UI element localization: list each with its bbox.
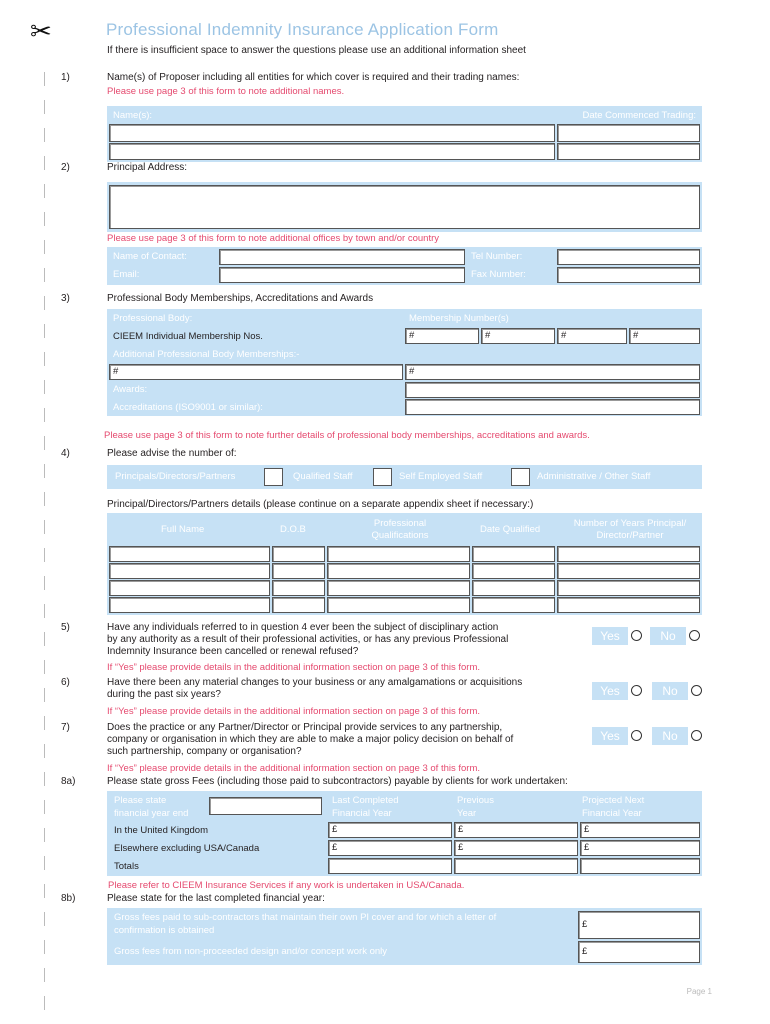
cieem-membership-label: CIEEM Individual Membership Nos. [113, 331, 263, 342]
date-qualified-input[interactable] [472, 580, 555, 596]
q2-note: Please use page 3 of this form to note additional offices by town and/or country [107, 233, 439, 244]
q6-number: 6) [61, 677, 70, 688]
q5-no-radio[interactable] [689, 630, 700, 641]
qualifications-input[interactable] [327, 563, 470, 579]
q6-note: If “Yes” please provide details in the additional information section on page 3 of this form. [107, 706, 481, 717]
email-input[interactable] [219, 267, 465, 283]
qualifications-input[interactable] [327, 597, 470, 613]
membership-number-2[interactable]: # [481, 328, 555, 344]
q1-text: Name(s) of Proposer including all entities for which cover is required and their trading names: [107, 72, 520, 83]
q7-line3: such partnership, company or organisation? [107, 746, 302, 757]
q5-note: If “Yes” please provide details in the additional information section on page 3 of this form. [107, 662, 481, 673]
col-previous-1: Previous [457, 795, 494, 806]
self-employed-label: Self Employed Staff [399, 471, 483, 482]
q8a-note: Please refer to CIEEM Insurance Services if any work is undertaken in USA/Canada. [108, 880, 465, 891]
names-label: Name(s): [113, 110, 153, 121]
page-number: Page 1 [686, 987, 712, 996]
date-qualified-input[interactable] [472, 597, 555, 613]
dob-input[interactable] [272, 546, 325, 562]
q6-yes-radio[interactable] [631, 685, 642, 696]
else-last-input[interactable]: £ [328, 840, 452, 856]
email-label: Email: [113, 269, 140, 280]
subcontractor-fees-input[interactable]: £ [578, 911, 700, 939]
non-proceeded-input[interactable]: £ [578, 941, 700, 963]
principals-label: Principals/Directors/Partners [115, 471, 236, 482]
membership-number-1[interactable]: # [405, 328, 479, 344]
q5-line3: Indemnity Insurance been cancelled or renewal refused? [107, 646, 359, 657]
q1-panel [107, 106, 702, 162]
years-input[interactable] [557, 546, 700, 562]
professional-body-label: Professional Body: [113, 313, 193, 324]
q8a-text: Please state gross Fees (including those paid to subcontractors) payable by clients for work undertaken: [107, 776, 568, 787]
q7-no-radio[interactable] [691, 730, 702, 741]
dob-input[interactable] [272, 563, 325, 579]
uk-last-input[interactable]: £ [328, 822, 452, 838]
q8b-text: Please state for the last completed financial year: [107, 893, 325, 904]
tel-label: Tel Number: [471, 251, 523, 262]
q5-line2: by any authority as a result of their professional activities, or has any previous Professional [107, 634, 509, 645]
col-projected-1: Projected Next [582, 795, 645, 806]
financial-year-end-input[interactable] [209, 797, 322, 815]
name-input-1[interactable] [109, 124, 555, 142]
q7-yes-label: Yes [592, 727, 628, 745]
else-previous-input[interactable]: £ [454, 840, 578, 856]
full-name-input[interactable] [109, 580, 270, 596]
q5-line1: Have any individuals referred to in question 4 ever been the subject of disciplinary action [107, 622, 499, 633]
contact-name-input[interactable] [219, 249, 465, 265]
subcontractor-panel [107, 908, 702, 965]
contact-panel [107, 247, 702, 285]
principals-count-input[interactable] [264, 468, 283, 486]
qualified-staff-label: Qualified Staff [293, 471, 353, 482]
col-qualifications: Professional Qualifications [371, 518, 429, 541]
q3-note: Please use page 3 of this form to note further details of professional body memberships, accreditations and awards. [104, 430, 590, 441]
principal-address-input[interactable] [109, 185, 700, 229]
membership-number-label: Membership Number(s) [409, 313, 509, 324]
q2-number: 2) [61, 162, 70, 173]
q5-number: 5) [61, 622, 70, 633]
uk-projected-input[interactable]: £ [580, 822, 700, 838]
col-previous-2: Year [457, 808, 477, 819]
membership-number-3[interactable]: # [557, 328, 627, 344]
q6-line1: Have there been any material changes to your business or any amalgamations or acquisitions [107, 677, 523, 688]
subcontractor-fees-line1: Gross fees paid to sub-contractors that maintain their own PI cover and for which a letter of [114, 912, 497, 923]
fy-label-line2: financial year end [114, 808, 189, 819]
full-name-input[interactable] [109, 546, 270, 562]
memberships-panel [107, 309, 702, 416]
accreditations-label: Accreditations (ISO9001 or similar): [113, 402, 263, 413]
page-title: Professional Indemnity Insurance Application Form [106, 20, 499, 39]
fy-label-line1: Please state [114, 795, 167, 806]
qualifications-input[interactable] [327, 546, 470, 562]
tel-input[interactable] [557, 249, 700, 265]
qualifications-input[interactable] [327, 580, 470, 596]
staff-count-panel [107, 465, 702, 489]
row-totals-label: Totals [114, 861, 139, 872]
fax-input[interactable] [557, 267, 700, 283]
total-projected-input[interactable] [580, 858, 700, 874]
dob-input[interactable] [272, 597, 325, 613]
additional-number-input[interactable]: # [405, 364, 700, 380]
full-name-input[interactable] [109, 563, 270, 579]
full-name-input[interactable] [109, 597, 270, 613]
col-date-qualified: Date Qualified [480, 524, 541, 535]
additional-memberships-label: Additional Professional Body Memberships:- [113, 349, 300, 360]
q3-number: 3) [61, 293, 70, 304]
q4-text: Please advise the number of: [107, 448, 237, 459]
q5-yes-radio[interactable] [631, 630, 642, 641]
date-qualified-input[interactable] [472, 546, 555, 562]
dob-input[interactable] [272, 580, 325, 596]
q6-yes-label: Yes [592, 682, 628, 700]
q6-line2: during the past six years? [107, 689, 221, 700]
q6-no-label: No [652, 682, 688, 700]
q1-note: Please use page 3 of this form to note additional names. [107, 86, 345, 97]
col-years: Number of Years Principal/ Director/Partner [573, 518, 687, 541]
q7-note: If “Yes” please provide details in the additional information section on page 3 of this form. [107, 763, 481, 774]
col-last-completed-2: Financial Year [332, 808, 392, 819]
else-projected-input[interactable]: £ [580, 840, 700, 856]
q7-yes-radio[interactable] [631, 730, 642, 741]
row-elsewhere-label: Elsewhere excluding USA/Canada [114, 843, 260, 854]
non-proceeded-label: Gross fees from non-proceeded design and/or concept work only [114, 946, 388, 957]
accreditations-input[interactable] [405, 399, 700, 415]
subcontractor-fees-line2: confirmation is obtained [114, 925, 215, 936]
col-full-name: Full Name [161, 524, 205, 535]
q4-number: 4) [61, 448, 70, 459]
awards-input[interactable] [405, 382, 700, 398]
years-input[interactable] [557, 597, 700, 613]
fax-label: Fax Number: [471, 269, 526, 280]
admin-staff-label: Administrative / Other Staff [537, 471, 651, 482]
page-subtitle: If there is insufficient space to answer the questions please use an additional information sheet [107, 45, 526, 56]
q5-no-label: No [650, 627, 686, 645]
years-input[interactable] [557, 563, 700, 579]
membership-number-4[interactable]: # [629, 328, 700, 344]
date-commenced-input-1[interactable] [557, 124, 700, 142]
address-panel [107, 182, 702, 232]
scissors-icon: ✂ [30, 16, 52, 46]
q7-line1: Does the practice or any Partner/Director or Principal provide services to any partnership, [107, 722, 503, 733]
col-dob: D.O.B [280, 524, 306, 535]
principals-details-text: Principal/Directors/Partners details (please continue on a separate appendix sheet if necessary:) [107, 499, 534, 510]
awards-label: Awards: [113, 384, 148, 395]
qualified-staff-count-input[interactable] [373, 468, 392, 486]
q6-no-radio[interactable] [691, 685, 702, 696]
q2-text: Principal Address: [107, 162, 188, 173]
q8a-number: 8a) [61, 776, 76, 787]
q5-yes-label: Yes [592, 627, 628, 645]
date-commenced-input-2[interactable] [557, 143, 700, 160]
uk-previous-input[interactable]: £ [454, 822, 578, 838]
date-qualified-input[interactable] [472, 563, 555, 579]
row-uk-label: In the United Kingdom [114, 825, 209, 836]
col-projected-2: Financial Year [582, 808, 642, 819]
total-previous-input[interactable] [454, 858, 578, 874]
q8b-number: 8b) [61, 893, 76, 904]
name-input-2[interactable] [109, 143, 555, 160]
contact-name-label: Name of Contact: [113, 251, 187, 262]
q7-line2: company or organisation in which they are able to make a major policy decision on behalf of [107, 734, 514, 745]
q3-text: Professional Body Memberships, Accreditations and Awards [107, 293, 374, 304]
date-commenced-label: Date Commenced Trading: [582, 110, 696, 121]
principals-table [107, 513, 702, 615]
q7-number: 7) [61, 722, 70, 733]
total-last-input[interactable] [328, 858, 452, 874]
years-input[interactable] [557, 580, 700, 596]
col-last-completed-1: Last Completed [332, 795, 399, 806]
q1-number: 1) [61, 72, 70, 83]
fees-table [107, 791, 702, 876]
q7-no-label: No [652, 727, 688, 745]
self-employed-count-input[interactable] [511, 468, 530, 486]
additional-body-input[interactable]: # [109, 364, 403, 380]
